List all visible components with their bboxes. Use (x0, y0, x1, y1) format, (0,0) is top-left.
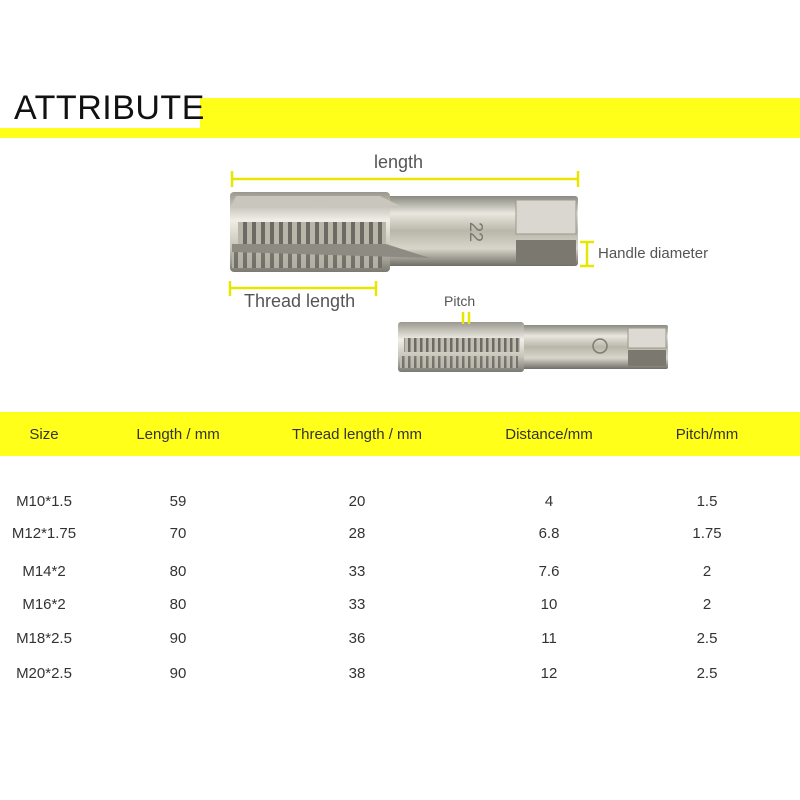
tap-dimension-diagram (0, 140, 800, 410)
column-header-distance: Distance/mm (505, 426, 593, 443)
table-cell-size: M16*2 (22, 596, 66, 613)
table-cell-length: 80 (169, 596, 187, 613)
table-cell-size: M12*1.75 (11, 525, 77, 542)
table-cell-length: 59 (169, 493, 187, 510)
table-cell-thread-length: 33 (348, 563, 366, 580)
table-cell-thread-length: 36 (348, 630, 366, 647)
table-cell-pitch: 1.75 (692, 525, 722, 542)
table-cell-pitch: 2.5 (696, 665, 718, 682)
table-cell-size: M20*2.5 (16, 665, 72, 682)
table-cell-length: 70 (169, 525, 187, 542)
table-cell-pitch: 1.5 (696, 493, 718, 510)
page-title: ATTRIBUTE (14, 89, 205, 127)
large-tap-marking: 22 (466, 222, 486, 243)
table-cell-distance: 11 (541, 630, 557, 647)
table-cell-distance: 10 (540, 596, 558, 613)
table-cell-size: M10*1.5 (16, 493, 72, 510)
handle-diameter-label: Handle diameter (598, 245, 709, 262)
tap-illustration (0, 140, 800, 410)
small-tap (398, 322, 668, 372)
table-cell-size: M18*2.5 (16, 630, 72, 647)
table-cell-length: 90 (169, 665, 187, 682)
column-header-thread-length: Thread length / mm (291, 426, 423, 443)
table-cell-distance: 7.6 (538, 563, 560, 580)
table-cell-pitch: 2.5 (696, 630, 718, 647)
column-header-size: Size (29, 426, 59, 443)
table-cell-thread-length: 20 (348, 493, 366, 510)
table-cell-distance: 6.8 (538, 525, 560, 542)
thread-length-label: Thread length (244, 291, 356, 311)
pitch-label: Pitch (444, 293, 476, 309)
table-cell-thread-length: 33 (348, 596, 366, 613)
table-cell-thread-length: 28 (348, 525, 366, 542)
column-header-length: Length / mm (136, 426, 220, 443)
large-tap (230, 192, 578, 272)
table-cell-distance: 12 (540, 665, 558, 682)
table-cell-pitch: 2 (702, 563, 712, 580)
table-cell-length: 90 (169, 630, 187, 647)
table-cell-size: M14*2 (22, 563, 66, 580)
table-cell-thread-length: 38 (348, 665, 366, 682)
table-cell-length: 80 (169, 563, 187, 580)
column-header-pitch: Pitch/mm (675, 426, 739, 443)
table-cell-pitch: 2 (702, 596, 712, 613)
length-label: length (374, 152, 424, 172)
table-cell-distance: 4 (544, 493, 554, 510)
